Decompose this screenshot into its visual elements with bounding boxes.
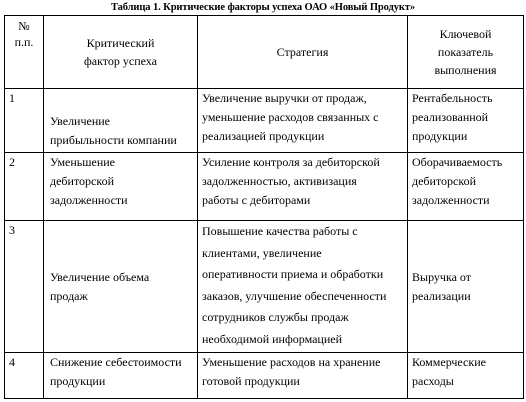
critical-factors-table xyxy=(4,15,524,399)
factor-line: прибыльности компании xyxy=(50,133,177,147)
kpi-line: Коммерческие xyxy=(412,355,486,369)
header-num-line: п.п. xyxy=(14,35,34,49)
kpi-line: продукции xyxy=(412,129,468,143)
row-factor xyxy=(44,89,198,153)
strategy-line: уменьшение расходов связанных с xyxy=(202,110,379,124)
row-num: 2 xyxy=(5,153,44,221)
strategy-line: необходимой информацией xyxy=(202,331,343,346)
factor-line: задолженности xyxy=(50,193,128,207)
kpi-line: дебиторской xyxy=(412,174,477,188)
strategy-line: оперативности приема и обработки xyxy=(202,267,384,281)
table-row xyxy=(5,89,524,153)
header-strategy: Стратегия xyxy=(198,16,408,89)
header-kpi-line: выполнения xyxy=(434,63,497,77)
factor-line: дебиторской xyxy=(50,174,115,188)
factor-line: продаж xyxy=(50,288,88,303)
header-kpi-line: Ключевой xyxy=(439,27,492,41)
row-factor xyxy=(44,353,198,399)
header-factor-line: Критический xyxy=(86,36,155,50)
row-factor xyxy=(44,221,198,353)
row-strategy xyxy=(198,353,408,399)
strategy-line: Уменьшение расходов на хранение xyxy=(202,355,381,369)
kpi-line: Выручка от xyxy=(412,269,472,284)
strategy-line: готовой продукции xyxy=(202,374,300,388)
header-kpi-line: показатель xyxy=(437,45,494,59)
kpi-line: реализации xyxy=(412,288,471,303)
strategy-line: Усиление контроля за дебиторской xyxy=(202,155,380,169)
table-caption: Таблица 1. Критические факторы успеха ОАО «Новый Продукт» xyxy=(110,2,416,13)
header-num-line: № xyxy=(18,19,30,33)
row-num: 3 xyxy=(5,221,44,353)
strategy-line: клиентами, увеличение xyxy=(202,245,322,260)
strategy-line: задолженностью, активизация xyxy=(202,174,357,188)
header-factor-line: фактор успеха xyxy=(84,54,157,68)
kpi-line: расходы xyxy=(412,374,454,388)
kpi-line: Рентабельность xyxy=(412,91,493,105)
strategy-line: Повышение качества работы с xyxy=(202,224,358,238)
row-num: 4 xyxy=(5,353,44,399)
strategy-line: реализацией продукции xyxy=(202,129,325,143)
factor-line: Снижение себестоимости xyxy=(50,355,182,369)
kpi-line: реализованной xyxy=(412,110,489,124)
table-row xyxy=(5,353,524,399)
strategy-line: Увеличение выручки от продаж, xyxy=(202,91,367,105)
row-factor xyxy=(44,153,198,221)
factor-line: Увеличение объема xyxy=(50,269,150,284)
row-kpi xyxy=(408,353,524,399)
header-factor xyxy=(44,16,198,89)
table-row xyxy=(5,221,524,353)
strategy-line: заказов, улучшение обеспеченности xyxy=(202,288,387,303)
row-kpi xyxy=(408,153,524,221)
kpi-line: Оборачиваемость xyxy=(412,155,503,169)
factor-line: Увеличение xyxy=(50,114,111,128)
header-num xyxy=(5,16,44,89)
row-kpi xyxy=(408,221,524,353)
row-strategy xyxy=(198,89,408,153)
strategy-line: сотрудников службы продаж xyxy=(202,310,349,324)
header-kpi xyxy=(408,16,524,89)
factor-line: Уменьшение xyxy=(50,155,115,169)
factor-line: продукции xyxy=(50,374,106,388)
row-num: 1 xyxy=(5,89,44,153)
row-strategy xyxy=(198,153,408,221)
row-strategy xyxy=(198,221,408,353)
kpi-line: задолженности xyxy=(412,193,490,207)
row-kpi xyxy=(408,89,524,153)
header-row xyxy=(5,16,524,89)
table-row xyxy=(5,153,524,221)
strategy-line: работы с дебиторами xyxy=(202,193,311,207)
